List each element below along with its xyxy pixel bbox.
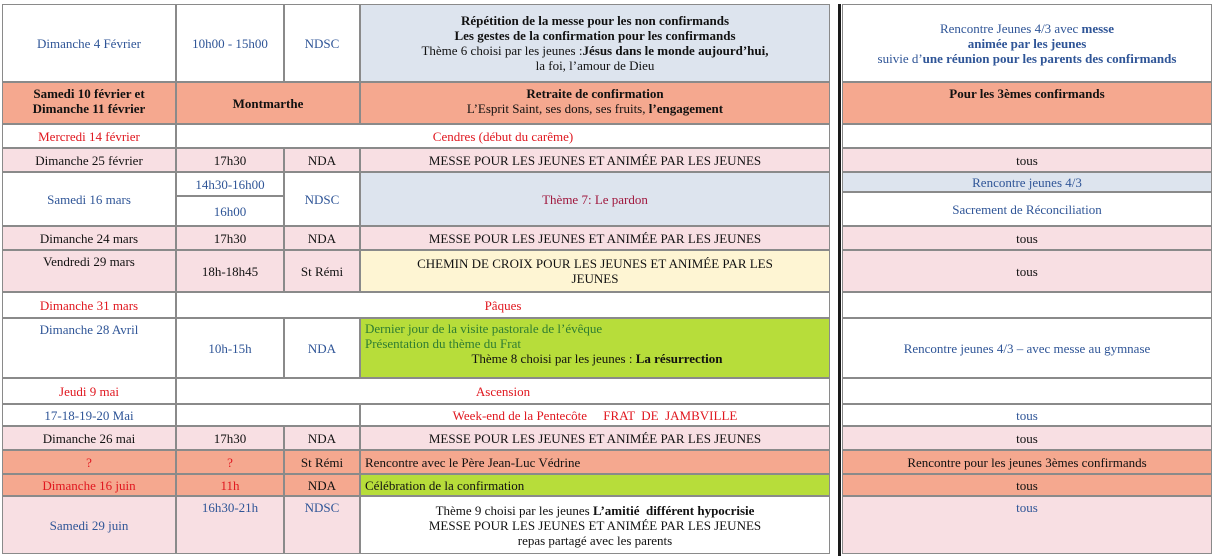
row11-date: 17-18-19-20 Mai <box>2 404 176 426</box>
row2-activity: Retraite de confirmation L’Esprit Saint, ses dons, ses fruits, l’engagement <box>360 82 830 124</box>
row4-activity: MESSE POUR LES JEUNES ET ANIMÉE PAR LES JEUNES <box>360 148 830 172</box>
row1-place: NDSC <box>284 4 360 82</box>
row6-time: 17h30 <box>176 226 284 250</box>
row2-place: Montmarthe <box>176 82 360 124</box>
row5-group-2: Sacrement de Réconciliation <box>842 192 1212 226</box>
row5-date: Samedi 16 mars <box>2 172 176 226</box>
row9-group: Rencontre jeunes 4/3 – avec messe au gymnase <box>842 318 1212 378</box>
row8-date: Dimanche 31 mars <box>2 292 176 318</box>
row14-time: 11h <box>176 474 284 496</box>
row14-date: Dimanche 16 juin <box>2 474 176 496</box>
row4-group: tous <box>842 148 1212 172</box>
row5-time-1: 14h30-16h00 <box>176 172 284 196</box>
row11-activity: Week-end de la Pentecôte FRAT DE JAMBVILLE <box>360 404 830 426</box>
row11-time-place-empty <box>176 404 360 426</box>
row5-time-2: 16h00 <box>176 196 284 226</box>
row14-group: tous <box>842 474 1212 496</box>
row9-time: 10h-15h <box>176 318 284 378</box>
row14-place: NDA <box>284 474 360 496</box>
row10-date: Jeudi 9 mai <box>2 378 176 404</box>
row3-date: Mercredi 14 février <box>2 124 176 148</box>
row13-time: ? <box>176 450 284 474</box>
row3-group-empty <box>842 124 1212 148</box>
row13-group: Rencontre pour les jeunes 3èmes confirmands <box>842 450 1212 474</box>
row13-place: St Rémi <box>284 450 360 474</box>
row15-time: 16h30-21h <box>176 496 284 554</box>
row5-activity: Thème 7: Le pardon <box>360 172 830 226</box>
row7-place: St Rémi <box>284 250 360 292</box>
row15-group: tous <box>842 496 1212 554</box>
row1-date: Dimanche 4 Février <box>2 4 176 82</box>
row12-activity: MESSE POUR LES JEUNES ET ANIMÉE PAR LES JEUNES <box>360 426 830 450</box>
row12-group: tous <box>842 426 1212 450</box>
row12-date: Dimanche 26 mai <box>2 426 176 450</box>
row14-activity: Célébration de la confirmation <box>360 474 830 496</box>
row7-date: Vendredi 29 mars <box>2 250 176 292</box>
row8-activity: Pâques <box>176 292 830 318</box>
row11-group: tous <box>842 404 1212 426</box>
row4-place: NDA <box>284 148 360 172</box>
row1-activity: Répétition de la messe pour les non confirmands Les gestes de la confirmation pour les confirmands Thème 6 choisi par les jeunes :Jésus dans le monde aujourd’hui, la foi, l’amour de Dieu <box>360 4 830 82</box>
row5-place: NDSC <box>284 172 360 226</box>
row6-date: Dimanche 24 mars <box>2 226 176 250</box>
row13-activity: Rencontre avec le Père Jean-Luc Védrine <box>360 450 830 474</box>
row2-group: Pour les 3èmes confirmands <box>842 82 1212 124</box>
row9-place: NDA <box>284 318 360 378</box>
row12-time: 17h30 <box>176 426 284 450</box>
row5-group-1: Rencontre jeunes 4/3 <box>842 172 1212 192</box>
row6-group: tous <box>842 226 1212 250</box>
row6-activity: MESSE POUR LES JEUNES ET ANIMÉE PAR LES JEUNES <box>360 226 830 250</box>
row1-group: Rencontre Jeunes 4/3 avec messe animée par les jeunes suivie d’une réunion pour les parents des confirmands <box>842 4 1212 82</box>
row8-group-empty <box>842 292 1212 318</box>
row13-date: ? <box>2 450 176 474</box>
row12-place: NDA <box>284 426 360 450</box>
row9-date: Dimanche 28 Avril <box>2 318 176 378</box>
row6-place: NDA <box>284 226 360 250</box>
row1-time: 10h00 - 15h00 <box>176 4 284 82</box>
row7-group: tous <box>842 250 1212 292</box>
row15-place: NDSC <box>284 496 360 554</box>
row4-time: 17h30 <box>176 148 284 172</box>
row10-group-empty <box>842 378 1212 404</box>
column-divider <box>838 4 841 556</box>
row15-activity: Thème 9 choisi par les jeunes L’amitié différent hypocrisie MESSE POUR LES JEUNES ET ANIMÉE PAR LES JEUNES repas partagé avec les parents <box>360 496 830 554</box>
row10-activity: Ascension <box>176 378 830 404</box>
row7-time: 18h-18h45 <box>176 250 284 292</box>
row3-activity: Cendres (début du carême) <box>176 124 830 148</box>
row4-date: Dimanche 25 février <box>2 148 176 172</box>
row2-date: Samedi 10 février et Dimanche 11 février <box>2 82 176 124</box>
row9-activity: Dernier jour de la visite pastorale de l’évêque Présentation du thème du Frat Thème 8 choisi par les jeunes : La résurrection <box>360 318 830 378</box>
row7-activity: CHEMIN DE CROIX POUR LES JEUNES ET ANIMÉE PAR LES JEUNES <box>360 250 830 292</box>
row15-date: Samedi 29 juin <box>2 496 176 554</box>
